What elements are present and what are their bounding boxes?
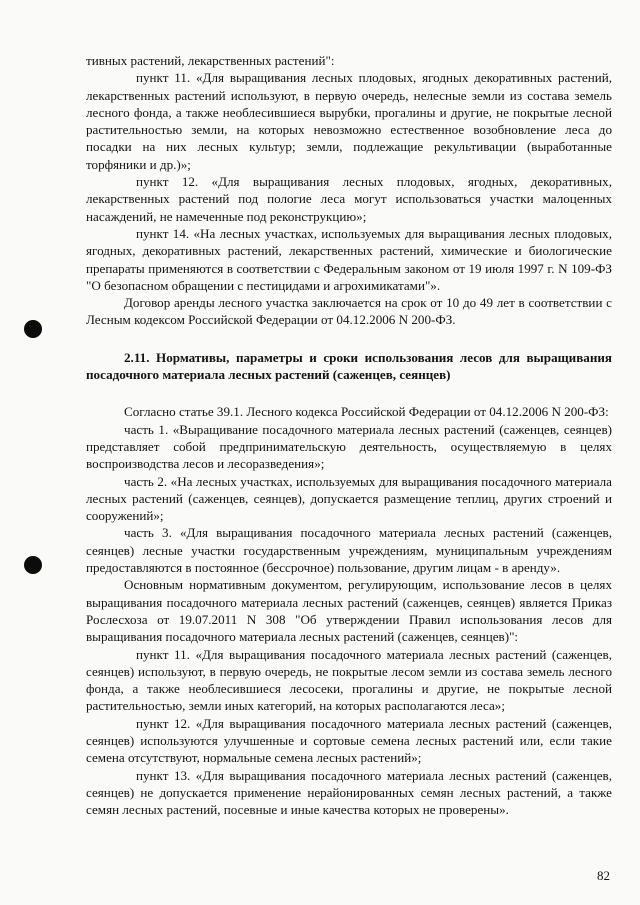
paragraph-main-document: Основным нормативным документом, регулирующим, использование лесов в целях выращивания посадочного материала лесных растений (саженцев, сеянцев) является Приказ Рослесхоза от 19.07.2011 N 308 "Об утверждении Правил использования лесов для выращивания посадочного материала лесных растений (саженцев, сеянцев)":	[86, 577, 612, 645]
paragraph-part-2: часть 2. «На лесных участках, используемых для выращивания посадочного материала лесных растений (саженцев, сеянцев), допускается размещение теплиц, других строений и сооружений»;	[86, 473, 612, 524]
paragraph-part-3: часть 3. «Для выращивания посадочного материала лесных растений (саженцев, сеянцев) лесные участки государственным учреждениям, муниципальным учреждениям предоставляются в постоянное (бессрочное) пользование, другим лицам - в аренду».	[86, 525, 612, 576]
paragraph-lease-term: Договор аренды лесного участка заключается на срок от 10 до 49 лет в соответствии с Лесным кодексом Российской Федерации от 04.12.2006 N 200-ФЗ.	[86, 295, 612, 328]
paragraph-punkt-12: пункт 12. «Для выращивания лесных плодовых, ягодных, декоративных, лекарственных растений под пологие леса могут использоваться участки малоценных насаждений, не намеченные под реконструкцию»;	[86, 174, 612, 224]
paragraph-punkt-14: пункт 14. «На лесных участках, используемых для выращивания лесных плодовых, ягодных, декоративных растений, лекарственных растений, химические и биологические препараты применяются в соответствии с Федеральным законом от 19 июля 1997 г. N 109-ФЗ "О безопасном обращении с пестицидами и агрохимикатами"».	[86, 225, 612, 293]
section-heading: 2.11. Нормативы, параметры и сроки использования лесов для выращивания посадочного материала лесных растений (саженцев, сеянцев)	[86, 349, 612, 383]
paragraph-part-1: часть 1. «Выращивание посадочного материала лесных растений (саженцев, сеянцев) представляет собой предпринимательскую деятельность, осуществляемую в целях воспроизводства лесов и лесоразведения»;	[86, 421, 612, 472]
paragraph-statute-ref: Согласно статье 39.1. Лесного кодекса Российской Федерации от 04.12.2006 N 200-ФЗ:	[124, 404, 609, 420]
paragraph-punkt-11: пункт 11. «Для выращивания лесных плодовых, ягодных декоративных растений, лекарственных растений используют, в первую очередь, нелесные земли из состава земель лесного фонда, а также необлесившиеся вырубки, прогалины и другие, не покрытые лесной растительностью земли, на которых невозможно естественное возобновление леса до посадки на них лесных культур; земли, подлежащие рекультивации (выработанные торфяники и др.)»;	[86, 70, 612, 172]
paragraph-punkt-12-b: пункт 12. «Для выращивания посадочного материала лесных растений (саженцев, сеянцев) используются улучшенные и сортовые семена лесных растений или, если такие семена отсутствуют, нормальные семена лесных растений»;	[86, 715, 612, 766]
page-number: 82	[597, 868, 610, 883]
punch-hole	[24, 556, 42, 574]
paragraph-punkt-13: пункт 13. «Для выращивания посадочного материала лесных растений (саженцев, сеянцев) не допускается применение нерайонированных семян лесных растений, а также семян лесных растений, посевные и иные качества которых не проверены».	[86, 767, 612, 818]
page-body	[86, 52, 612, 818]
paragraph-continuation: тивных растений, лекарственных растений":	[86, 53, 335, 68]
punch-hole	[24, 320, 42, 338]
paragraph-punkt-11-b: пункт 11. «Для выращивания посадочного материала лесных растений (саженцев, сеянцев) используют, в первую очередь, не покрытые лесом земли из состава земель лесного фонда, а также необлесившиеся лесосеки, прогалины и другие, не покрытые лесной растительностью, земли иных категорий, на которых располагаются леса»;	[86, 646, 612, 714]
